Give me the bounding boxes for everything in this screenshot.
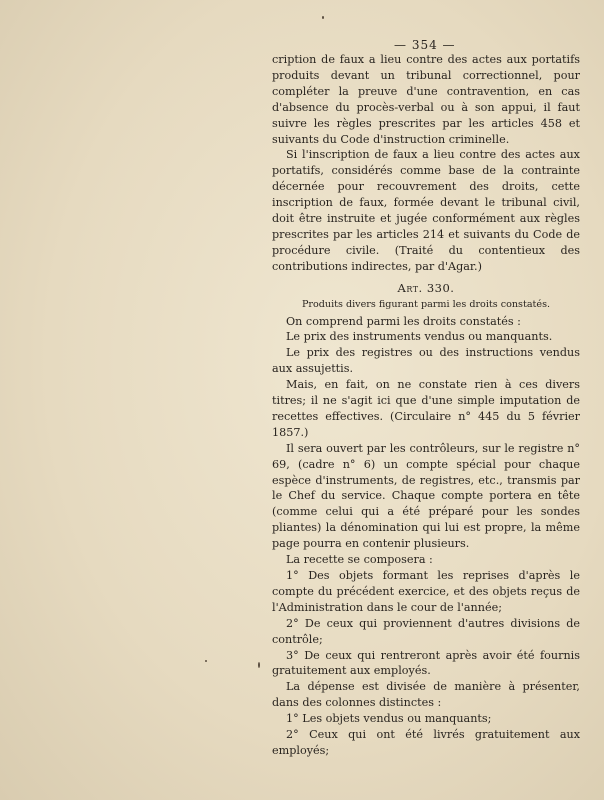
list-item: 1° Des objets formant les reprises d'après le compte du précédent exercice, et des objets reçus de l'Administration dans le cour de l'année; [272,569,580,614]
paragraph: Mais, en fait, on ne constate rien à ces divers titres; il ne s'agit ici que d'une simple imputation de recettes effectives. (Circulaire n° 445 du 5 février 1857.) [272,378,580,439]
paragraph: cription de faux a lieu contre des actes aux portatifs produits devant un tribunal correctionnel, pour compléter la preuve d'une contravention, en cas d'absence du procès-verbal ou à son appui, il faut suivre les règles prescrites par les articles 458 et suivants du Code d'instruction criminelle. [272,53,580,146]
paragraph: On comprend parmi les droits constatés : [286,314,521,328]
article-subheading: Produits divers figurant parmi les droits constatés. [301,298,551,310]
paragraph: La dépense est divisée de manière à présenter, dans des colonnes distinctes : [272,680,580,710]
paragraph: La recette se composera : [286,553,433,567]
paragraph: Le prix des instruments vendus ou manquants. [286,330,553,344]
body-text [272,52,580,759]
list-item: 2° Ceux qui ont été livrés gratuitement aux employés; [272,728,580,757]
article-heading: Art. 330. [397,280,455,295]
paragraph: Si l'inscription de faux a lieu contre des actes aux portatifs, considérés comme base de la contrainte décernée pour recouvrement des droits, cette inscription de faux, formée devant le tribunal civil, doit être instruite et jugée conformément aux règles prescrites par les articles 214 et suivants du Code de procédure civile. (Traité du contentieux des contributions indirectes, par d'Agar.) [272,148,580,273]
list-item: 2° De ceux qui proviennent d'autres divisions de contrôle; [272,616,580,646]
paper-spot [258,662,260,668]
list-item: 1° Les objets vendus ou manquants; [286,712,492,726]
page-number: — 354 — [394,38,456,52]
list-item: 3° De ceux qui rentreront après avoir été fournis gratuitement aux employés. [272,648,580,678]
paragraph: Il sera ouvert par les contrôleurs, sur le registre n° 69, (cadre n° 6) un compte spécial pour chaque espèce d'instruments, de registres, etc., transmis par le Chef du service. Chaque compte portera en tête (comme celui qui a été préparé pour les sondes pliantes) la dénomination qui lui est propre, la même page pourra en contenir plusieurs. [272,441,580,551]
paper-spot [205,660,207,662]
paper-spot [322,16,324,19]
paragraph: Le prix des registres ou des instructions vendus aux assujettis. [272,346,580,376]
